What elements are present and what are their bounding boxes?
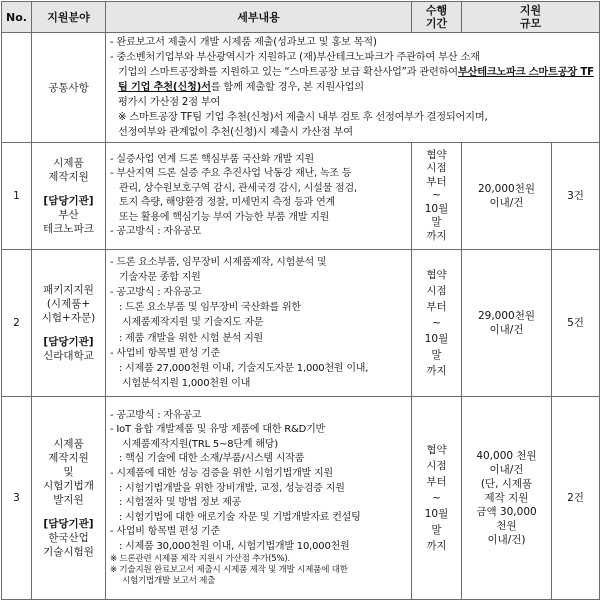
row-3-org-line-1: 한국산업: [48, 532, 89, 544]
header-period-line-1: 수행: [425, 4, 448, 17]
header-period: [412, 2, 462, 33]
row-3-period-6: 말: [431, 524, 442, 536]
row-3-detail-line-4: : 핵심 기술에 대한 소재/부품/시스템 시작품: [119, 453, 305, 465]
row-3-detail-line-5: - 시제품에 대한 성능 검증을 위한 시험기법개발 지원: [110, 467, 333, 479]
common-line-2: - 중소벤처기업부와 부산광역시가 지원하고 (재)부산테크노파크가 주관하여 부산 소재: [110, 52, 480, 63]
row-3-period-3: 부터: [426, 476, 447, 488]
row-2-scale-2: 이내/건: [489, 324, 524, 336]
row-2-period-1: 협약: [426, 269, 447, 281]
row-3-field-line-2: 제작지원: [48, 452, 89, 464]
row-2-detail-line-9: 시험분석지원 1,000천원 이내: [122, 378, 251, 390]
table-row-2: [2, 250, 600, 397]
row-1-count: 3건: [552, 143, 600, 250]
row-2-detail: [106, 250, 412, 397]
row-1-detail-line-3: 관리, 상수원보호구역 감시, 관세국경 감시, 시설물 점검,: [119, 182, 357, 194]
row-2-period-3: 부터: [426, 301, 447, 313]
common-line-3: [110, 65, 596, 95]
row-3-detail-line-2: - IoT 융합 개발제품 및 유망 제품에 대한 R&D기반: [110, 424, 326, 436]
row-1-period-1: 협약: [426, 148, 447, 161]
common-line-4: 평가시 가산점 2점 부여: [118, 97, 221, 108]
row-3-period-7: 까지: [426, 540, 447, 552]
row-3-detail-line-10: : 시제품 30,000천원 이내, 시험기법개발 10,000천원: [119, 540, 350, 552]
row-1-period-5: 10월: [424, 202, 449, 215]
row-2-period: [412, 250, 462, 397]
row-1-field-line-1: 시제품: [53, 157, 84, 169]
row-2-detail-line-2: 기술자문 종합 지원: [119, 271, 201, 283]
row-3-period-4: ~: [432, 492, 441, 504]
row-2-scale: [462, 250, 552, 397]
row-2-org-line-1: 신라대학교: [43, 350, 94, 362]
row-2-field-line-2: (시제품+: [46, 298, 91, 310]
common-line-6: 선정여부와 관계없이 추천(신청)시 제출시 가산점 부여: [118, 127, 353, 138]
row-3-field: [32, 397, 106, 600]
row-3-scale-1: 40,000 천원: [476, 450, 537, 462]
row-2-period-5: 10월: [424, 333, 449, 345]
row-1-scale-2: 이내/건: [489, 197, 524, 209]
row-3-field-line-5: 발지원: [53, 494, 84, 506]
row-3-note-1: ※ 드론관련 시제품 제작 지원시 가산점 추가(5%).: [110, 554, 290, 565]
row-2-period-2: 시점: [426, 285, 447, 297]
row-1-detail-line-2: - 부산지역 드론 실증 주요 추진사업 낙동강 재난, 녹조 등: [110, 168, 352, 179]
row-1-period-3: 부터: [426, 175, 447, 188]
row-3-no: 3: [2, 397, 32, 600]
row-3-period: [412, 397, 462, 600]
row-2-field-line-1: 패키지지원: [43, 284, 94, 296]
header-scale: [462, 2, 600, 33]
row-3-org-line-2: 기술시험원: [43, 546, 94, 558]
header-no: No.: [2, 2, 32, 33]
header-scale-line-1: 지원: [519, 4, 542, 17]
row-1-scale-1: 20,000천원: [477, 183, 536, 195]
header-detail: 세부내용: [106, 2, 412, 33]
row-3-scale-2: 이내/건: [489, 464, 524, 476]
common-detail: [106, 33, 600, 143]
row-1-detail-line-5: 또는 활용에 핵심기능 부여 가능한 부품 개발 지원: [119, 211, 330, 223]
common-line-5: ※ 스마트공장 TF팀 기업 추천(신청)서 제출시 내부 검토 후 선정여부가 결정되어지며,: [118, 112, 488, 123]
header-field: 지원분야: [32, 2, 106, 33]
row-3-detail-line-8: : 시험기법에 대한 애로기술 자문 및 기법개발자료 컨설팅: [119, 511, 361, 523]
row-3-field-line-3: 및: [63, 466, 74, 478]
common-line-1: - 완료보고서 제출시 개발 시제품 제출(성과보고 및 홍보 목적): [110, 37, 377, 48]
row-3-scale-4: 제작 지원: [484, 492, 529, 504]
row-1-detail: [106, 143, 412, 250]
row-3-detail-line-3: 시제품제작지원(TRL 5~8단계 해당): [122, 438, 278, 450]
row-3-detail-line-1: - 공고방식 : 자유공고: [110, 409, 202, 421]
header-scale-line-2: 규모: [519, 17, 542, 30]
row-3-note-3: 시험기법개발 보고서 제출: [122, 576, 216, 587]
row-3-scale-3: (단, 시제품: [480, 478, 533, 490]
table-header-row: [2, 2, 600, 33]
row-1-scale: [462, 143, 552, 250]
row-3-period-2: 시점: [426, 460, 447, 472]
common-no-cell: [2, 33, 32, 143]
row-2-org-label: [담당기관]: [43, 336, 94, 348]
row-2-detail-line-3: - 공고방식 : 자유공고: [110, 286, 202, 298]
row-3-scale-7: 이내/건): [487, 534, 526, 546]
row-2-count: 5건: [552, 250, 600, 397]
row-3-field-line-4: 시험기법개: [43, 480, 94, 492]
row-3-scale: [462, 397, 552, 600]
row-3-count: 2건: [552, 397, 600, 600]
row-1-period-2: 시점: [426, 162, 447, 175]
row-2-detail-line-7: - 사업비 항목별 편성 기준: [110, 347, 220, 359]
row-2-detail-line-1: - 드론 요소부품, 임무장비 시제품제작, 시험분석 및: [110, 256, 327, 268]
row-1-period: [412, 143, 462, 250]
row-2-field: [32, 250, 106, 397]
row-2-detail-line-5: 시제품제작지원 및 기술지도 자문: [122, 317, 264, 329]
row-3-detail-line-6: : 시험기법개발을 위한 장비개발, 교정, 성능검증 지원: [119, 482, 345, 494]
row-3-detail: [106, 397, 412, 600]
row-3-period-1: 협약: [426, 444, 447, 456]
row-2-period-7: 까지: [426, 365, 447, 377]
row-1-field-line-2: 제작지원: [48, 171, 89, 183]
row-1-period-7: 까지: [426, 229, 447, 242]
row-1-org-line-2: 테크노파크: [43, 223, 94, 235]
row-1-detail-line-1: - 실증사업 연계 드론 핵심부품 국산화 개발 지원: [110, 153, 314, 165]
header-period-line-2: 기간: [425, 17, 448, 30]
common-highlight-1: 부산테크노파크 스마트공장 TF팀 기업 추천(신청)서: [118, 67, 594, 93]
table-row-3: [2, 397, 600, 600]
row-2-detail-line-6: : 제품 개발을 위한 시험 분석 지원: [119, 332, 264, 344]
row-1-no: 1: [2, 143, 32, 250]
row-3-note-2: ※ 기술지원 완료보고서 제출시 시제품 제작 및 개발 시제품에 대한: [110, 565, 348, 576]
row-3-scale-5: 금액 30,000: [476, 506, 537, 518]
row-3-org-label: [담당기관]: [43, 518, 94, 530]
row-1-detail-line-6: - 공고방식 : 자유공모: [110, 226, 202, 237]
support-table: [1, 1, 600, 600]
row-1-period-4: ~: [432, 189, 441, 202]
row-1-org-label: [담당기관]: [43, 195, 94, 207]
common-line-3-text: 기업의 스마트공장화를 지원하고 있는 “스마트공장 보급 확산사업”과 관련하여: [118, 67, 458, 78]
row-2-no: 2: [2, 250, 32, 397]
row-2-scale-1: 29,000천원: [477, 310, 536, 322]
row-2-period-4: ~: [432, 317, 441, 329]
row-3-scale-6: 천원: [496, 520, 517, 532]
row-3-field-line-1: 시제품: [53, 438, 84, 450]
row-3-detail-line-9: - 사업비 항목별 편성 기준: [110, 526, 220, 538]
row-2-detail-line-8: : 시제품 27,000천원 이내, 기술지도자문 1,000천원 이내,: [119, 363, 369, 374]
common-line-3-tail: 를 함께 제출할 경우, 본 지원사업의: [210, 82, 364, 93]
row-2-field-line-3: 시험+자문): [41, 312, 96, 324]
row-3-period-5: 10월: [424, 508, 449, 520]
row-1-period-6: 말: [431, 216, 442, 229]
row-1-org-line-1: 부산: [58, 209, 79, 221]
row-1-detail-line-4: 토지 측량, 해양환경 정찰, 미세먼지 측정 등과 연계: [119, 197, 336, 208]
row-3-detail-line-7: : 시험절차 및 방법 정보 제공: [119, 497, 242, 509]
common-row: [2, 33, 600, 143]
row-2-detail-line-4: : 드론 요소부품 및 임무장비 국산화를 위한: [119, 302, 301, 314]
table-row-1: [2, 143, 600, 250]
row-1-field: [32, 143, 106, 250]
common-label: 공통사항: [32, 33, 106, 143]
row-2-period-6: 말: [431, 349, 442, 361]
